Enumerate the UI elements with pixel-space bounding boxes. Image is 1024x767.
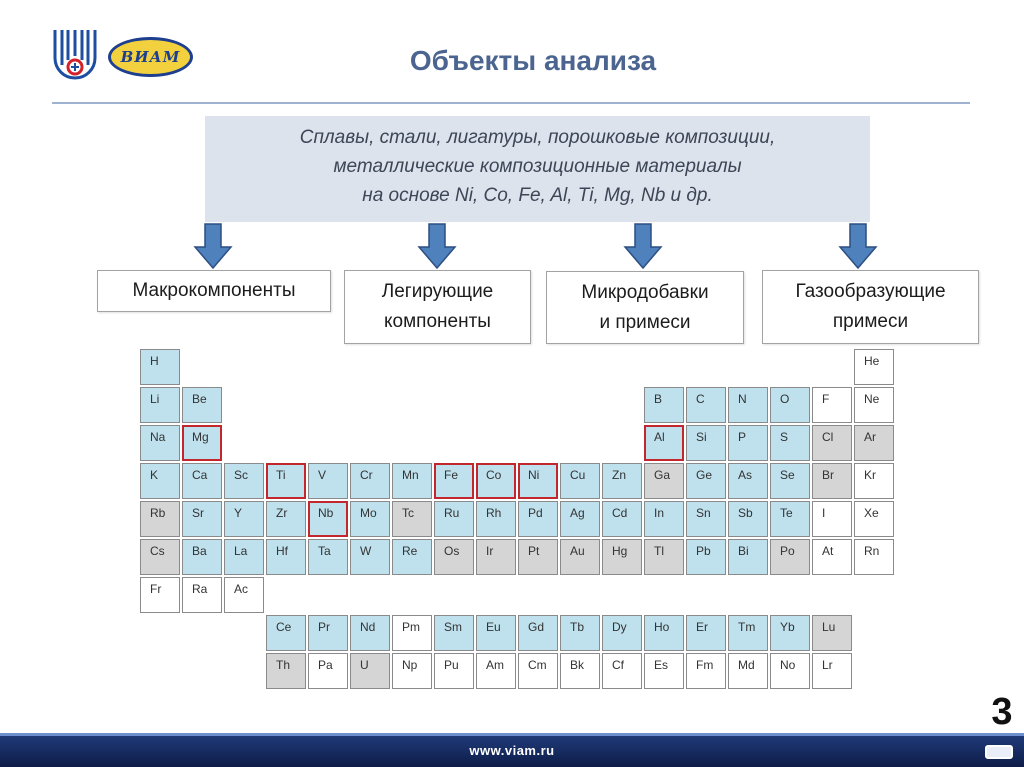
element-symbol: Fm	[696, 658, 714, 672]
element-cell-Tc	[392, 501, 432, 537]
element-cell-At	[812, 539, 852, 575]
element-cell-Cr	[350, 463, 390, 499]
element-cell-Mg	[182, 425, 222, 461]
element-cell-Cm	[518, 653, 558, 689]
element-cell-Dy	[602, 615, 642, 651]
element-symbol: Am	[486, 658, 504, 672]
element-symbol: W	[360, 544, 372, 558]
element-symbol: Fr	[150, 582, 162, 596]
element-symbol: Sm	[444, 620, 462, 634]
element-symbol: Pr	[318, 620, 330, 634]
element-cell-Li	[140, 387, 180, 423]
element-symbol: Lr	[822, 658, 833, 672]
element-symbol: Cl	[822, 430, 834, 444]
element-symbol: Ta	[318, 544, 331, 558]
element-cell-Zr	[266, 501, 306, 537]
element-cell-In	[644, 501, 684, 537]
element-cell-U	[350, 653, 390, 689]
element-cell-Ti	[266, 463, 306, 499]
element-cell-Ru	[434, 501, 474, 537]
element-symbol: Hg	[612, 544, 628, 558]
element-cell-La	[224, 539, 264, 575]
element-symbol: Li	[150, 392, 160, 406]
element-symbol: Ru	[444, 506, 460, 520]
footer-bar	[0, 733, 1024, 767]
element-symbol: Ra	[192, 582, 208, 596]
element-cell-Y	[224, 501, 264, 537]
element-cell-Hf	[266, 539, 306, 575]
element-symbol: Pa	[318, 658, 333, 672]
element-symbol: Se	[780, 468, 795, 482]
element-cell-Th	[266, 653, 306, 689]
element-cell-Ag	[560, 501, 600, 537]
element-symbol: Lu	[822, 620, 836, 634]
element-cell-V	[308, 463, 348, 499]
title-divider	[52, 102, 970, 104]
element-cell-Se	[770, 463, 810, 499]
element-symbol: I	[822, 506, 826, 520]
element-symbol: Ho	[654, 620, 670, 634]
element-cell-Ni	[518, 463, 558, 499]
element-symbol: K	[150, 468, 159, 482]
element-cell-C	[686, 387, 726, 423]
materials-line: на основе Ni, Co, Fe, Al, Ti, Mg, Nb и др.	[362, 185, 713, 206]
element-cell-Be	[182, 387, 222, 423]
element-symbol: Cm	[528, 658, 547, 672]
element-cell-Pr	[308, 615, 348, 651]
element-cell-Ra	[182, 577, 222, 613]
element-symbol: U	[360, 658, 369, 672]
element-symbol: Cd	[612, 506, 628, 520]
element-symbol: Br	[822, 468, 834, 482]
element-symbol: Cf	[612, 658, 624, 672]
element-cell-Cu	[560, 463, 600, 499]
element-cell-Sb	[728, 501, 768, 537]
element-symbol: Pt	[528, 544, 540, 558]
element-cell-Er	[686, 615, 726, 651]
arrow-down-icon	[623, 223, 663, 269]
element-symbol: Rn	[864, 544, 880, 558]
element-cell-Pd	[518, 501, 558, 537]
element-symbol: Rh	[486, 506, 502, 520]
element-cell-Mo	[350, 501, 390, 537]
category-gas-forming-impurities	[762, 270, 979, 344]
element-cell-Sn	[686, 501, 726, 537]
category-label: компоненты	[384, 311, 491, 332]
element-cell-Ca	[182, 463, 222, 499]
element-symbol: Tm	[738, 620, 756, 634]
element-cell-Hg	[602, 539, 642, 575]
element-symbol: Po	[780, 544, 795, 558]
element-symbol: V	[318, 468, 327, 482]
element-cell-Ir	[476, 539, 516, 575]
element-cell-Pu	[434, 653, 474, 689]
element-cell-Cf	[602, 653, 642, 689]
element-cell-Po	[770, 539, 810, 575]
element-symbol: Np	[402, 658, 418, 672]
element-symbol: Re	[402, 544, 418, 558]
element-symbol: Ne	[864, 392, 880, 406]
element-cell-Au	[560, 539, 600, 575]
element-symbol: Xe	[864, 506, 879, 520]
element-symbol: Kr	[864, 468, 876, 482]
element-cell-Fe	[434, 463, 474, 499]
element-symbol: Si	[696, 430, 707, 444]
element-cell-Fr	[140, 577, 180, 613]
element-symbol: Rb	[150, 506, 166, 520]
element-cell-Al	[644, 425, 684, 461]
element-cell-Os	[434, 539, 474, 575]
periodic-table	[140, 349, 896, 691]
arrow-down-icon	[417, 223, 457, 269]
element-cell-Ge	[686, 463, 726, 499]
element-cell-Cd	[602, 501, 642, 537]
category-microadditives	[546, 271, 744, 344]
element-cell-Tb	[560, 615, 600, 651]
element-cell-Rh	[476, 501, 516, 537]
element-symbol: Ga	[654, 468, 671, 482]
element-symbol: Os	[444, 544, 460, 558]
element-symbol: Te	[780, 506, 793, 520]
element-symbol: Co	[486, 468, 502, 482]
element-symbol: Er	[696, 620, 708, 634]
element-cell-Pt	[518, 539, 558, 575]
element-symbol: La	[234, 544, 248, 558]
element-cell-Ne	[854, 387, 894, 423]
element-symbol: Gd	[528, 620, 545, 634]
element-cell-No	[770, 653, 810, 689]
element-cell-Ga	[644, 463, 684, 499]
element-symbol: Sr	[192, 506, 204, 520]
element-cell-B	[644, 387, 684, 423]
element-cell-Pm	[392, 615, 432, 651]
element-cell-Pb	[686, 539, 726, 575]
category-macro-components	[97, 270, 331, 312]
element-cell-Kr	[854, 463, 894, 499]
element-symbol: Au	[570, 544, 585, 558]
element-symbol: Ac	[234, 582, 249, 596]
element-symbol: Pb	[696, 544, 711, 558]
element-cell-Ba	[182, 539, 222, 575]
element-cell-Na	[140, 425, 180, 461]
element-cell-Bi	[728, 539, 768, 575]
slide-title: Объекты анализа	[409, 45, 657, 76]
page-number: 3	[991, 691, 1013, 733]
viam-logo: ВИАМ	[108, 37, 193, 77]
element-cell-Rb	[140, 501, 180, 537]
element-cell-Bk	[560, 653, 600, 689]
element-symbol: Sb	[738, 506, 753, 520]
category-label: Газообразующие	[795, 281, 946, 302]
arrow-down-icon	[838, 223, 878, 269]
element-symbol: P	[738, 430, 747, 444]
element-symbol: Mo	[360, 506, 377, 520]
footer-url: www.viam.ru	[469, 743, 555, 758]
element-symbol: Cu	[570, 468, 586, 482]
element-symbol: S	[780, 430, 789, 444]
element-cell-Eu	[476, 615, 516, 651]
element-symbol: Nd	[360, 620, 376, 634]
element-symbol: Sc	[234, 468, 249, 482]
element-cell-Xe	[854, 501, 894, 537]
element-symbol: Sn	[696, 506, 711, 520]
element-cell-Tl	[644, 539, 684, 575]
element-cell-Lu	[812, 615, 852, 651]
element-cell-Yb	[770, 615, 810, 651]
element-symbol: Na	[150, 430, 166, 444]
element-cell-Sc	[224, 463, 264, 499]
element-symbol: Zr	[276, 506, 288, 520]
element-cell-O	[770, 387, 810, 423]
element-cell-Fm	[686, 653, 726, 689]
element-cell-Np	[392, 653, 432, 689]
element-symbol: F	[822, 392, 830, 406]
element-cell-Es	[644, 653, 684, 689]
element-symbol: Mn	[402, 468, 419, 482]
element-symbol: Bi	[738, 544, 749, 558]
element-cell-I	[812, 501, 852, 537]
element-symbol: Hf	[276, 544, 288, 558]
element-symbol: Dy	[612, 620, 627, 634]
element-cell-Gd	[518, 615, 558, 651]
element-cell-Ar	[854, 425, 894, 461]
category-label: Макрокомпоненты	[132, 280, 296, 301]
element-symbol: Mg	[192, 430, 209, 444]
element-symbol: He	[864, 354, 880, 368]
element-symbol: Ag	[570, 506, 585, 520]
element-cell-Re	[392, 539, 432, 575]
element-cell-Lr	[812, 653, 852, 689]
element-symbol: Eu	[486, 620, 501, 634]
category-label: Легирующие	[381, 281, 494, 302]
element-symbol: N	[738, 392, 747, 406]
category-alloying-components	[344, 270, 531, 344]
element-cell-S	[770, 425, 810, 461]
element-cell-Ac	[224, 577, 264, 613]
element-symbol: Pm	[402, 620, 420, 634]
slide-icon	[985, 745, 1013, 759]
element-cell-Mn	[392, 463, 432, 499]
element-cell-Nb	[308, 501, 348, 537]
materials-line: Сплавы, стали, лигатуры, порошковые композиции,	[299, 127, 776, 148]
arrow-down-icon	[193, 223, 233, 269]
element-symbol: Pu	[444, 658, 459, 672]
element-symbol: Fe	[444, 468, 459, 482]
element-cell-Si	[686, 425, 726, 461]
element-symbol: Ce	[276, 620, 292, 634]
element-cell-W	[350, 539, 390, 575]
element-cell-H	[140, 349, 180, 385]
element-symbol: Cs	[150, 544, 165, 558]
element-symbol: As	[738, 468, 753, 482]
element-symbol: C	[696, 392, 705, 406]
element-cell-Rn	[854, 539, 894, 575]
element-symbol: Nb	[318, 506, 334, 520]
element-cell-Ho	[644, 615, 684, 651]
element-symbol: O	[780, 392, 790, 406]
element-symbol: Yb	[780, 620, 795, 634]
element-symbol: B	[654, 392, 663, 406]
element-cell-As	[728, 463, 768, 499]
element-cell-Nd	[350, 615, 390, 651]
element-symbol: In	[654, 506, 665, 520]
element-symbol: Al	[654, 430, 665, 444]
element-cell-Br	[812, 463, 852, 499]
element-symbol: Th	[276, 658, 291, 672]
element-cell-Sr	[182, 501, 222, 537]
category-label: примеси	[832, 311, 909, 332]
element-symbol: Pd	[528, 506, 543, 520]
element-cell-K	[140, 463, 180, 499]
element-cell-Cs	[140, 539, 180, 575]
category-label: и примеси	[599, 311, 691, 333]
element-cell-F	[812, 387, 852, 423]
element-cell-Cl	[812, 425, 852, 461]
element-symbol: Ir	[486, 544, 494, 558]
element-cell-Te	[770, 501, 810, 537]
element-symbol: Md	[738, 658, 755, 672]
element-cell-He	[854, 349, 894, 385]
element-symbol: Ge	[696, 468, 713, 482]
element-cell-Pa	[308, 653, 348, 689]
element-symbol: Ca	[192, 468, 208, 482]
element-symbol: Tb	[570, 620, 585, 634]
element-symbol: Y	[234, 506, 243, 520]
element-symbol: Cr	[360, 468, 373, 482]
element-symbol: Ni	[528, 468, 540, 482]
element-symbol: Tc	[402, 506, 414, 520]
element-symbol: Zn	[612, 468, 627, 482]
materials-line: металлические композиционные материалы	[333, 156, 742, 177]
element-symbol: Ba	[192, 544, 207, 558]
element-symbol: Bk	[570, 658, 585, 672]
category-label: Микродобавки	[581, 281, 709, 303]
element-cell-Tm	[728, 615, 768, 651]
element-symbol: Tl	[654, 544, 664, 558]
element-symbol: Be	[192, 392, 207, 406]
element-cell-Sm	[434, 615, 474, 651]
viam-emblem-icon	[52, 28, 98, 82]
element-cell-Ce	[266, 615, 306, 651]
element-symbol: Es	[654, 658, 669, 672]
element-cell-P	[728, 425, 768, 461]
element-symbol: At	[822, 544, 834, 558]
element-symbol: Ti	[276, 468, 286, 482]
element-symbol: No	[780, 658, 796, 672]
element-symbol: H	[150, 354, 159, 368]
element-cell-Md	[728, 653, 768, 689]
materials-box	[205, 116, 870, 222]
element-cell-N	[728, 387, 768, 423]
element-cell-Am	[476, 653, 516, 689]
element-symbol: Ar	[864, 430, 876, 444]
element-cell-Zn	[602, 463, 642, 499]
element-cell-Ta	[308, 539, 348, 575]
element-cell-Co	[476, 463, 516, 499]
